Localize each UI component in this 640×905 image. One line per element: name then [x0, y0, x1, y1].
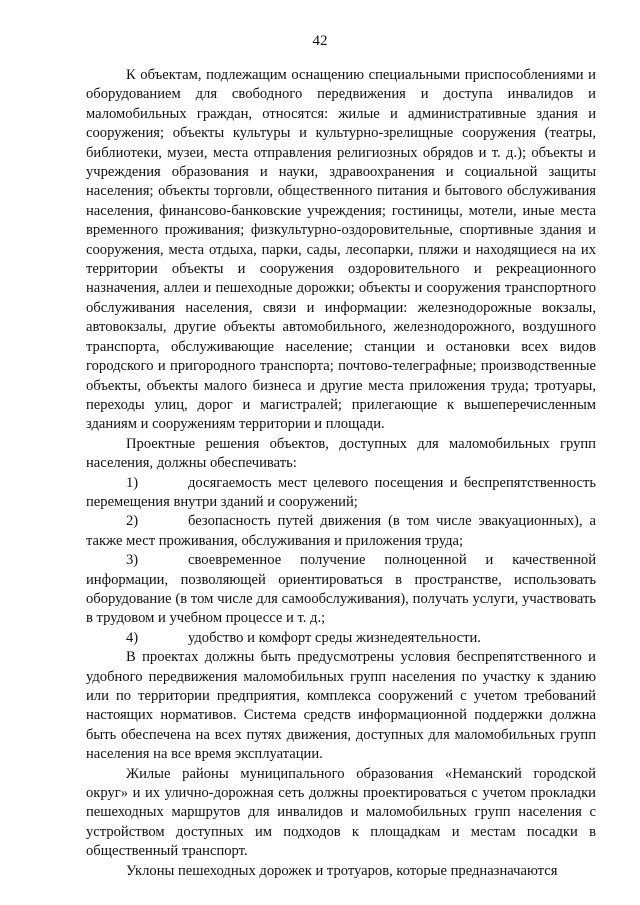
list-item-text: своевременное получение полноценной и качественной информации, позволяющей ориентироваться в пространстве, использовать оборудование (в том числе для самообслуживания), получать услуги, участвовать в трудовом и учебном процессе и т. д.; [86, 552, 596, 627]
paragraph-residential-districts: Жилые районы муниципального образования «Неманский городской округ» и их улично-дорожная сеть должны проектироваться с учетом прокладки пешеходных маршрутов для инвалидов и маломобильных групп населения с устройством доступных им подходов к площадкам и местам посадки в общественный транспорт. [86, 765, 596, 860]
paragraph-slopes: Уклоны пешеходных дорожек и тротуаров, которые предназначаются [126, 862, 558, 879]
paragraph-objects-list: К объектам, подлежащим оснащению специальными приспособлениями и оборудованием для свободного передвижения и доступа инвалидов и маломобильных граждан, относятся: жилые и административные здания и сооружения; объекты культуры и культурно-зрелищные сооружения (театры, библиотеки, музеи, места отправления религиозных обрядов и т. д.); объекты и учреждения образования и науки, здравоохранения и социальной защиты населения; объекты торговли, общественного питания и бытового обслуживания населения, финансово-банковские учреждения; гостиницы, мотели, иные места временного проживания; физкультурно-оздоровительные, спортивные здания и сооружения, места отдыха, парки, сады, лесопарки, пляжи и находящиеся на их территории объекты и сооружения оздоровительного и рекреационного назначения, аллеи и пешеходные дорожки; объекты и сооружения транспортного обслуживания населения, связи и информации: железнодорожные вокзалы, автовокзалы, другие объекты автомобильного, железнодорожного, воздушного транспорта, обслуживающие население; станции и остановки всех видов городского и пригородного транспорта; почтово-телеграфные; производственные объекты, объекты малого бизнеса и другие места приложения труда; тротуары, переходы улиц, дорог и магистралей; прилегающие к вышеперечисленным зданиям и сооружениям территории и площади. [86, 67, 596, 433]
list-item-text: удобство и комфорт среды жизнедеятельности. [188, 629, 481, 646]
list-item-text: безопасность путей движения (в том числе эвакуационных), а также мест проживания, обслуживания и приложения труда; [86, 513, 596, 549]
list-item [86, 629, 596, 648]
document-body [86, 66, 596, 881]
paragraph-project-conditions: В проектах должны быть предусмотрены условия беспрепятственного и удобного передвижения маломобильных групп населения по участку к зданию или по территории предприятия, комплекса сооружений с учетом требований настоящих нормативов. Система средств информационной поддержки должна быть обеспечена на всех путях движения, доступных для маломобильных групп населения на все время эксплуатации. [86, 649, 596, 763]
list-item [86, 512, 596, 551]
list-item-number: 3) [126, 552, 139, 569]
list-item-number: 4) [126, 629, 139, 646]
page-number: 42 [312, 33, 328, 49]
list-item [86, 551, 596, 629]
list-item [86, 474, 596, 513]
paragraph-design-solutions: Проектные решения объектов, доступных для маломобильных групп населения, должны обеспечивать: [86, 435, 596, 472]
list-item-number: 1) [126, 474, 139, 491]
list-item-number: 2) [126, 513, 139, 530]
list-item-text: досягаемость мест целевого посещения и беспрепятственность перемещения внутри зданий и сооружений; [86, 474, 596, 510]
